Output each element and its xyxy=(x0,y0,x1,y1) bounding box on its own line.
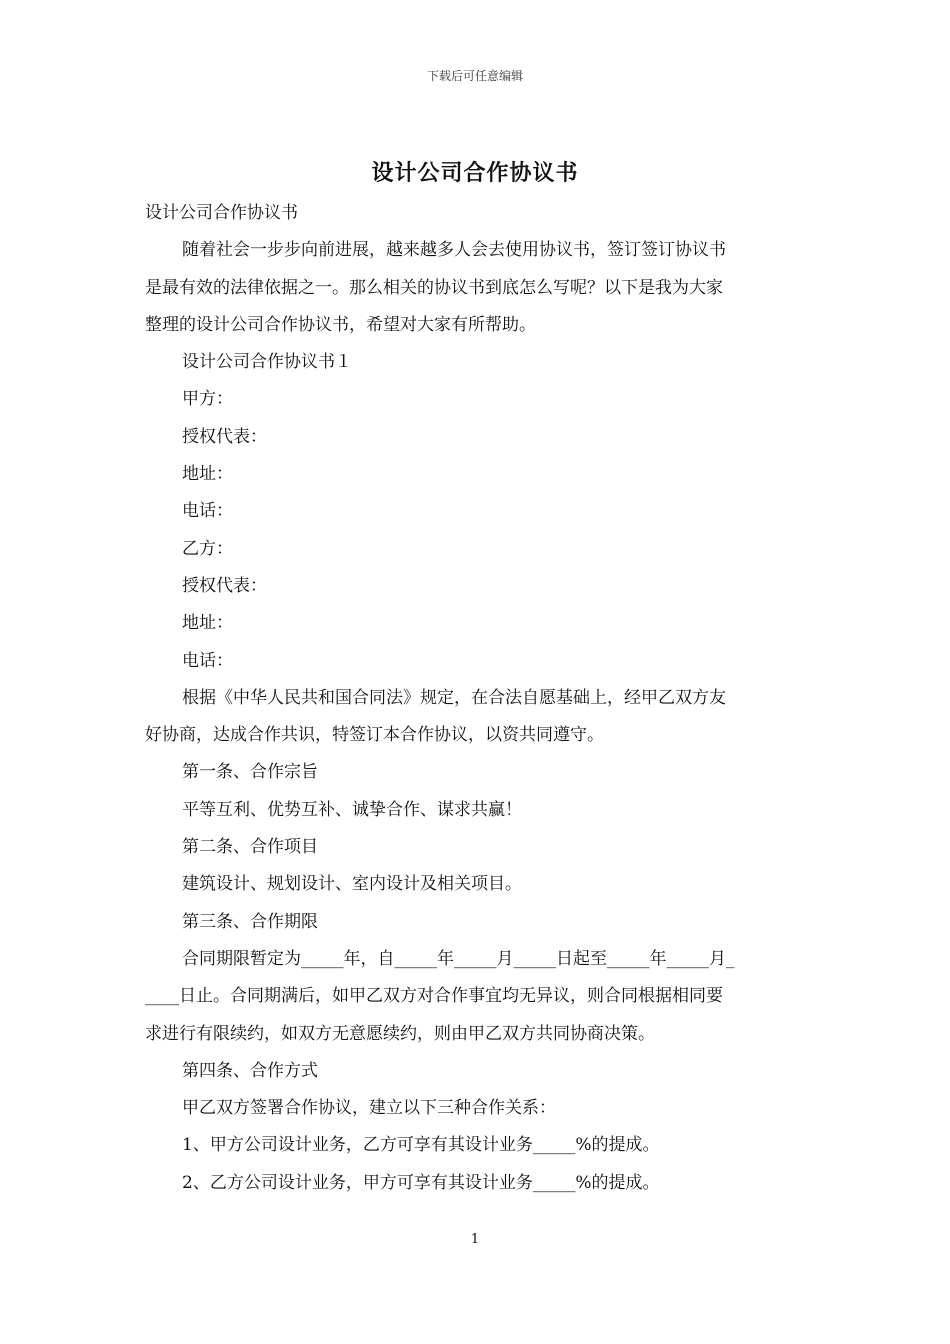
list-item: 2、乙方公司设计业务，甲方可享有其设计业务_____%的提成。 xyxy=(182,1172,660,1193)
party-a-representative-label: 授权代表： xyxy=(182,426,267,447)
document-title: 设计公司合作协议书 xyxy=(371,160,579,186)
party-a-label: 甲方： xyxy=(182,389,233,410)
paragraph-line: 随着社会一步步向前进展，越来越多人会去使用协议书，签订签订协议书 xyxy=(182,240,726,261)
article-1-heading: 第一条、合作宗旨 xyxy=(182,762,318,783)
paragraph-line: 求进行有限续约，如双方无意愿续约，则由甲乙双方共同协商决策。 xyxy=(145,1023,655,1044)
article-2-heading: 第二条、合作项目 xyxy=(182,837,318,858)
party-b-address-label: 地址： xyxy=(182,613,233,634)
section-heading: 设计公司合作协议书１ xyxy=(182,352,352,373)
document-body xyxy=(145,195,807,1202)
list-item: 1、甲方公司设计业务，乙方可享有其设计业务_____%的提成。 xyxy=(182,1135,660,1156)
paragraph-line: 平等互利、优势互补、诚挚合作、谋求共赢！ xyxy=(182,799,522,820)
page-number: 1 xyxy=(470,1232,480,1247)
paragraph-line: 甲乙双方签署合作协议，建立以下三种合作关系： xyxy=(182,1098,556,1119)
header-note: 下载后可任意编辑 xyxy=(426,69,523,83)
paragraph-line: 整理的设计公司合作协议书，希望对大家有所帮助。 xyxy=(145,314,536,335)
paragraph-line: 建筑设计、规划设计、室内设计及相关项目。 xyxy=(182,874,522,895)
paragraph-line: ____日止。合同期满后，如甲乙双方对合作事宜均无异议，则合同根据相同要 xyxy=(145,986,723,1007)
paragraph-line: 合同期限暂定为_____年，自_____年_____月_____日起至_____年_____月_ xyxy=(182,948,735,969)
party-a-address-label: 地址： xyxy=(182,464,233,485)
article-4-heading: 第四条、合作方式 xyxy=(182,1060,318,1081)
paragraph-line: 根据《中华人民共和国合同法》规定，在合法自愿基础上，经甲乙双方友 xyxy=(182,687,726,708)
party-b-label: 乙方： xyxy=(182,538,233,559)
paragraph-line: 设计公司合作协议书 xyxy=(145,203,298,223)
party-b-representative-label: 授权代表： xyxy=(182,575,267,596)
party-a-phone-label: 电话： xyxy=(182,501,233,522)
paragraph-line: 好协商，达成合作共识，特签订本合作协议，以资共同遵守。 xyxy=(145,725,604,746)
article-3-heading: 第三条、合作期限 xyxy=(182,911,318,932)
paragraph-line: 是最有效的法律依据之一。那么相关的协议书到底怎么写呢？以下是我为大家 xyxy=(145,277,723,298)
party-b-phone-label: 电话： xyxy=(182,650,233,671)
